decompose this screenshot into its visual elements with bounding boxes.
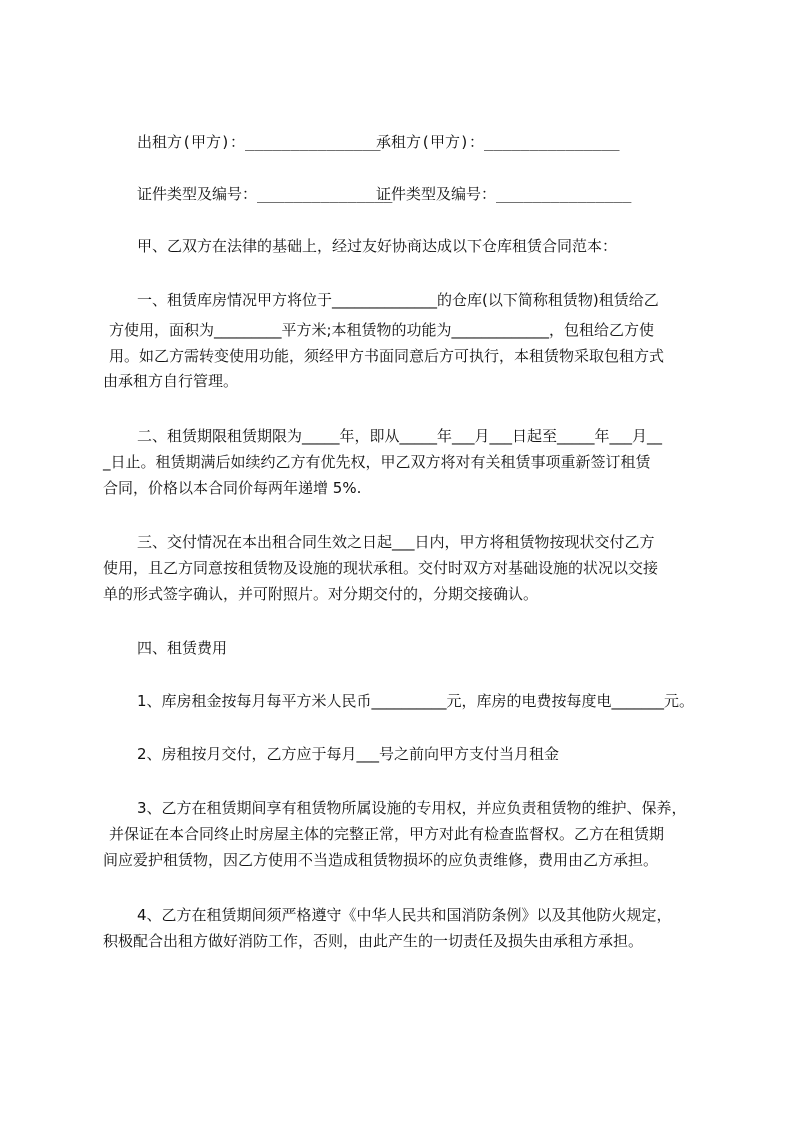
- section-3-line: 三、交付情况在本出租合同生效之日起___日内，甲方将租赁物按现状交付乙方: [137, 533, 655, 551]
- fee-item-3-line: 间应爱护租赁物，因乙方使用不当造成租赁物损坏的应负责维修，费用由乙方承担。: [103, 851, 659, 869]
- section-1-line: 方使用，面积为_________平方米;本租赁物的功能为_____________，包租给乙方使: [109, 321, 655, 339]
- fee-item-4-line: 积极配合出租方做好消防工作，否则，由此产生的一切责任及损失由承租方承担。: [103, 932, 644, 950]
- lessee-id-field: 证件类型及编号：_______________: [376, 185, 632, 203]
- fee-item-3-line: 3、乙方在租赁期间享有租赁物所属设施的专用权，并应负责租赁物的维护、保养，: [137, 799, 687, 817]
- section-2-line: _日止。租赁期满后如续约乙方有优先权，甲乙双方将对有关租赁事项重新签订租赁: [103, 453, 651, 471]
- section-1-line: 由承租方自行管理。: [103, 372, 239, 390]
- fee-item-2: 2、房租按月交付，乙方应于每月___号之前向甲方支付当月租金: [137, 745, 560, 763]
- intro-paragraph: 甲、乙双方在法律的基础上，经过友好协商达成以下仓库租赁合同范本：: [137, 237, 618, 255]
- fee-item-4-line: 4、乙方在租赁期间须严格遵守《中华人民共和国消防条例》以及其他防火规定，: [137, 906, 672, 924]
- lessee-field: 承租方(甲方)：_______________: [376, 133, 620, 151]
- section-3-line: 使用，且乙方同意按租赁物及设施的现状承租。交付时双方对基础设施的状况以交接: [103, 559, 659, 577]
- fee-item-3-line: 并保证在本合同终止时房屋主体的完整正常，甲方对此有检查监督权。乙方在租赁期: [109, 825, 665, 843]
- section-4-title: 四、租赁费用: [137, 639, 228, 657]
- fee-item-1: 1、库房租金按每月每平方米人民币__________元，库房的电费按每度电_______元。: [137, 692, 695, 710]
- section-1-line: 用。如乙方需转变使用功能，须经甲方书面同意后方可执行，本租赁物采取包租方式: [109, 347, 665, 365]
- section-1-line: 一、租赁库房情况甲方将位于______________的仓库(以下简称租赁物)租赁给乙: [137, 291, 659, 309]
- section-2-line: 二、租赁期限租赁期限为_____年，即从_____年___月___日起至_____年___月__: [137, 427, 663, 445]
- lessor-id-field: 证件类型及编号：_______________: [137, 185, 393, 203]
- section-3-line: 单的形式签字确认，并可附照片。对分期交付的，分期交接确认。: [103, 585, 539, 603]
- section-2-line: 合同，价格以本合同价每两年递增 5%.: [103, 479, 362, 497]
- lessor-field: 出租方(甲方)：_______________: [137, 133, 381, 151]
